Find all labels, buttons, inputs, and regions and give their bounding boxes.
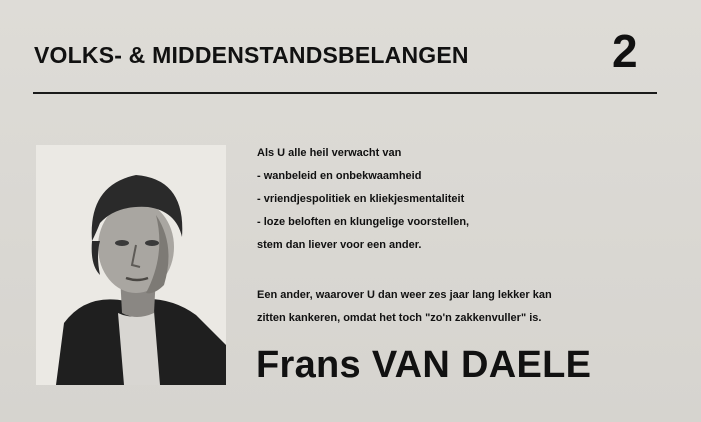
appeal-bullet: - vriendjespolitiek en kliekjesmentaliteit — [257, 193, 465, 205]
paragraph-line: Een ander, waarover U dan weer zes jaar lang lekker kan — [257, 289, 552, 301]
candidate-photo — [36, 145, 226, 385]
paragraph-line: zitten kankeren, omdat het toch "zo'n zakkenvuller" is. — [257, 312, 542, 324]
appeal-paragraph — [257, 284, 667, 330]
portrait-image — [36, 145, 226, 385]
candidate-name: Frans VAN DAELE — [256, 344, 592, 386]
appeal-conclusion: stem dan liever voor een ander. — [257, 239, 422, 251]
list-number: 2 — [612, 25, 638, 77]
appeal-intro: Als U alle heil verwacht van — [257, 147, 402, 159]
party-title: VOLKS- & MIDDENSTANDSBELANGEN — [34, 42, 469, 68]
header-divider — [33, 92, 657, 94]
appeal-bullet: - loze beloften en klungelige voorstellen, — [257, 216, 470, 228]
appeal-text — [257, 142, 667, 257]
appeal-bullet: - wanbeleid en onbekwaamheid — [257, 170, 422, 182]
